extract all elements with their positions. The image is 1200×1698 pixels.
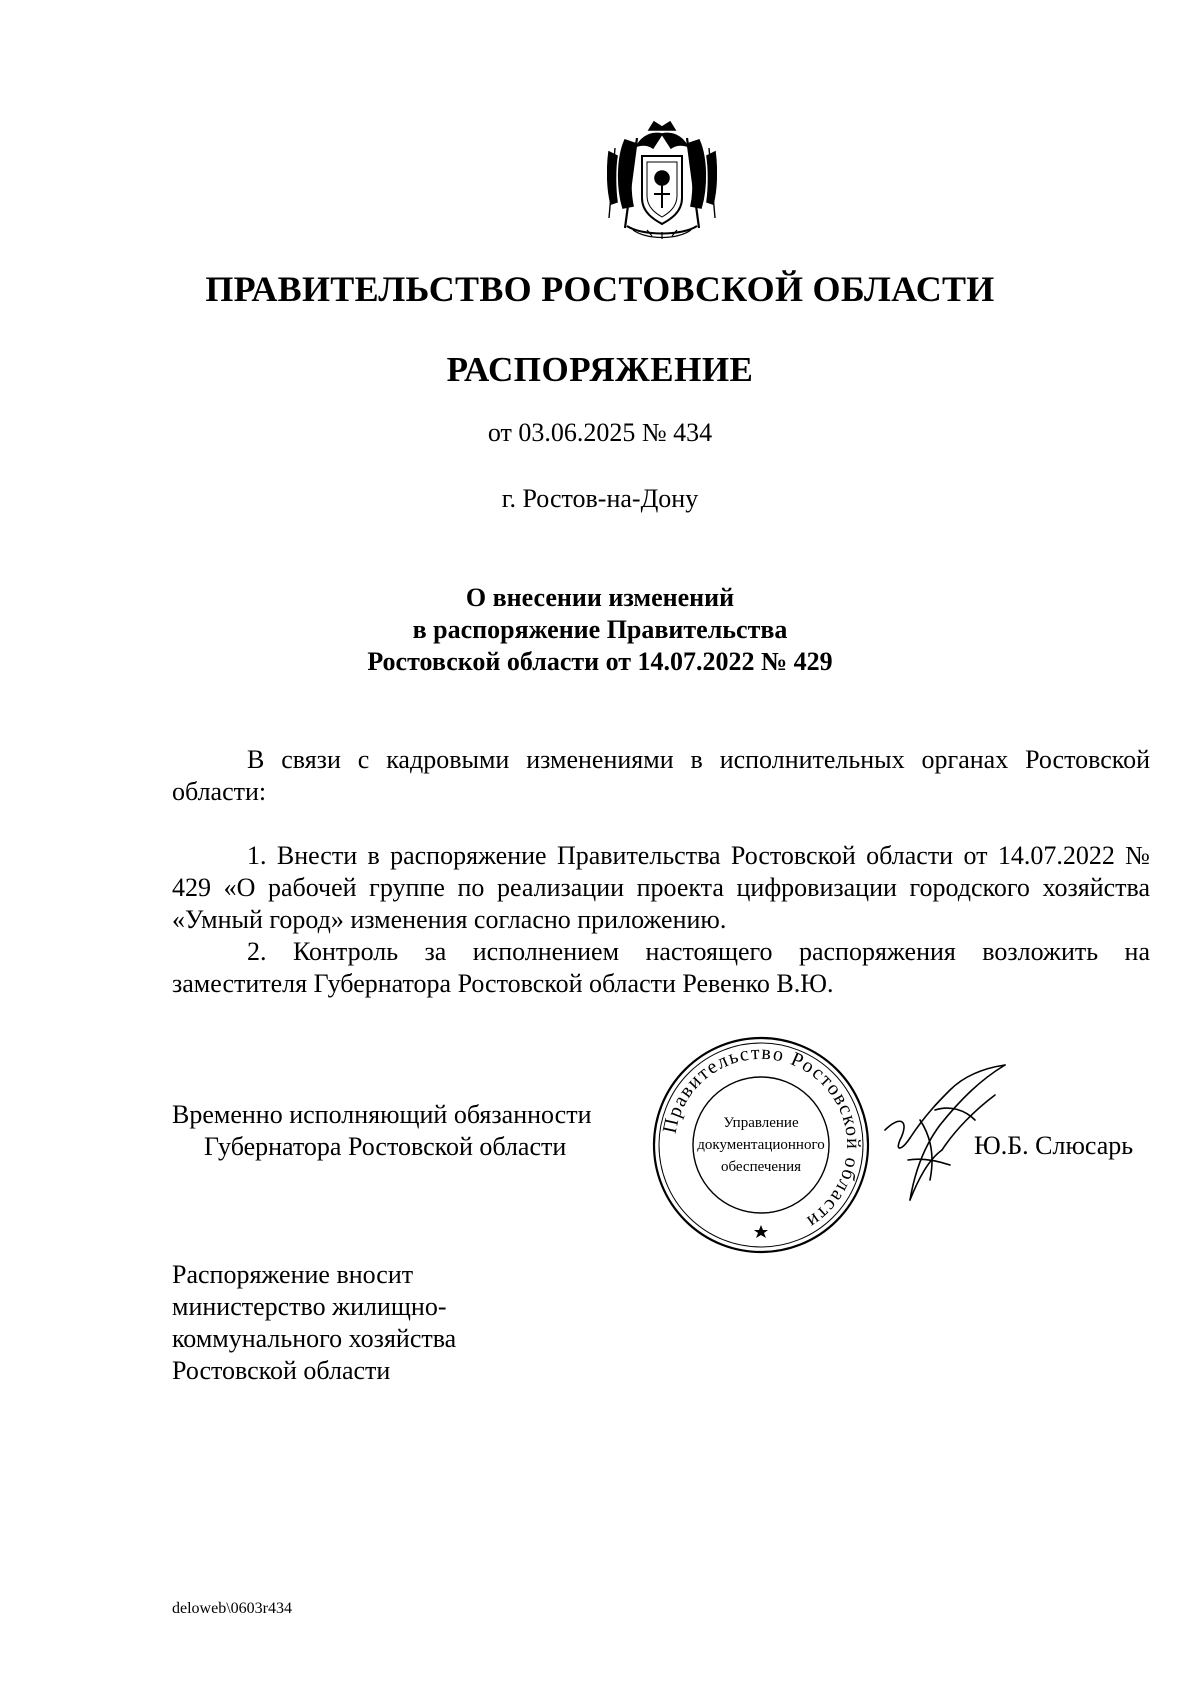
submitter-block (172, 1259, 456, 1387)
seal-center-line: документационного (697, 1137, 825, 1153)
item-2-paragraph (172, 936, 1150, 1000)
signer-position-line: Губернатора Ростовской области (204, 1132, 567, 1161)
preamble-text: В связи с кадровыми изменениями в исполнительных органах Ростовской области: (172, 745, 1150, 806)
document-type: РАСПОРЯЖЕНИЕ (446, 350, 754, 389)
submitter-line: министерство жилищно- (172, 1292, 447, 1321)
footer-file-code: deloweb\0603r434 (172, 1600, 292, 1617)
subject-line: в распоряжение Правительства (412, 615, 788, 644)
item-1-paragraph (172, 840, 1150, 936)
organization-title: ПРАВИТЕЛЬСТВО РОСТОВСКОЙ ОБЛАСТИ (205, 269, 995, 309)
submitter-line: Распоряжение вносит (172, 1260, 414, 1289)
seal-ring-text: Правительство Ростовской области (658, 1041, 865, 1234)
signer-position (172, 1099, 592, 1163)
item-2-text: 2. Контроль за исполнением настоящего распоряжения возложить на заместителя Губернатора Ростовской области Ревенко В.Ю. (172, 937, 1150, 998)
submitter-line: коммунального хозяйства (172, 1324, 457, 1353)
subject-line: О внесении изменений (465, 583, 735, 612)
seal-center-line: Управление (723, 1115, 799, 1131)
signer-name: Ю.Б. Слюсарь (974, 1131, 1134, 1160)
seal-center-line: обеспечения (720, 1159, 802, 1175)
document-date-number: от 03.06.2025 № 434 (487, 418, 713, 447)
round-seal-stamp (651, 1035, 871, 1255)
signer-position-line: Временно исполняющий обязанности (172, 1100, 592, 1129)
item-1-text: 1. Внести в распоряжение Правительства Ростовской области от 14.07.2022 № 429 «О рабочей группе по реализации проекта цифровизации городского хозяйства «Умный город» изменения согласно приложению. (172, 841, 1150, 934)
subject-line: Ростовской области от 14.07.2022 № 429 (367, 647, 833, 676)
document-subject (0, 582, 1200, 678)
seal-star-icon (754, 1225, 768, 1238)
submitter-line: Ростовской области (172, 1356, 391, 1385)
preamble-paragraph (172, 744, 1150, 808)
coat-of-arms-icon (607, 118, 717, 240)
document-city: г. Ростов-на-Дону (501, 484, 699, 513)
